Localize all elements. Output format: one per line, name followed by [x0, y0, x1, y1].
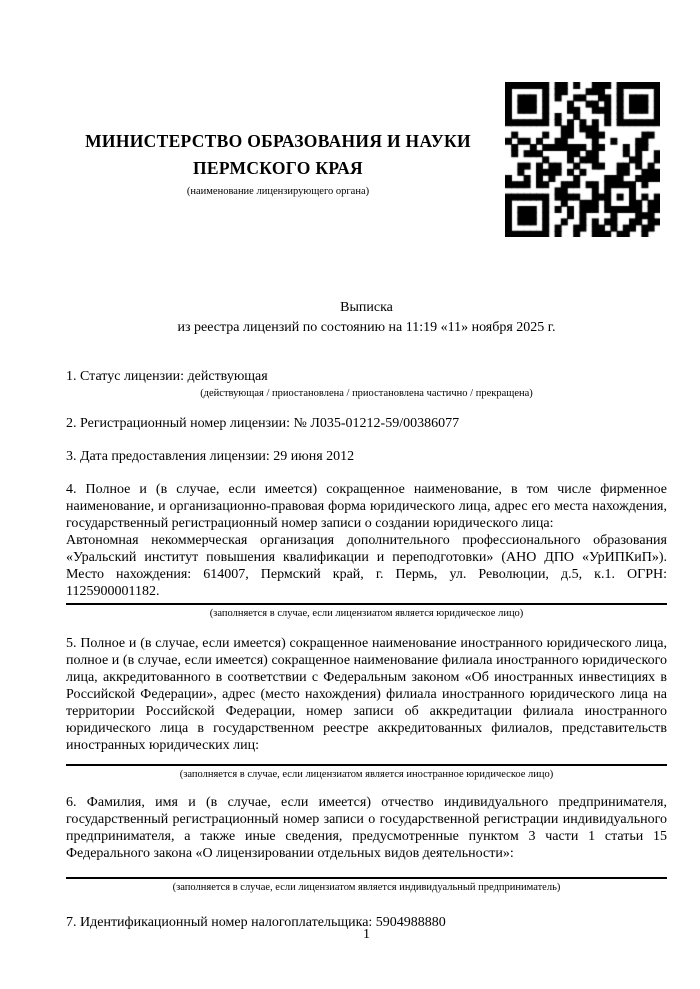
fill-line [66, 603, 667, 605]
document-title-line1: Выписка [340, 300, 393, 315]
item-legal-entity [66, 481, 667, 620]
item-taxpayer-number-text: 7. Идентификационный номер налогоплательщика: 5904988880 [66, 915, 446, 930]
item-foreign-entity [66, 635, 667, 781]
item-foreign-entity-caption: (заполняется в случае, если лицензиатом является иностранное юридическое лицо) [179, 769, 554, 780]
item-license-status-caption: (действующая / приостановлена / приостановлена частично / прекращена) [200, 388, 533, 399]
item-individual-entrepreneur-label: 6. Фамилия, имя и (в случае, если имеется) отчество индивидуального предпринимателя, государственный регистрационный номер записи о государственной регистрации индивидуального предпринимателя, а также иные сведения, предусмотренные пунктом 3 части 1 статьи 15 Федерального закона «О лицензировании отдельных видов деятельности»: [66, 795, 667, 861]
item-legal-entity-label: 4. Полное и (в случае, если имеется) сокращенное наименование, в том числе фирменное наименование, и организационно-правовая форма юридического лица, адрес его места нахождения, государственный регистрационный номер записи о создании юридического лица: [66, 482, 667, 531]
item-foreign-entity-label: 5. Полное и (в случае, если имеется) сокращенное наименование иностранного юридического лица, полное и (в случае, если имеется) сокращенное наименование филиала иностранного юридического лица, аккредитованного в соответствии с Федеральным законом «Об иностранных инвестициях в Российской Федерации», адрес (место нахождения) филиала иностранного юридического лица на территории Российской Федерации, номер записи об аккредитации филиала иностранного юридического лица в государственном реестре аккредитованных филиалов, представительств иностранных юридических лиц: [66, 636, 667, 753]
item-registration-number-text: 2. Регистрационный номер лицензии: № Л035-01212-59/00386077 [66, 416, 460, 431]
qr-code-icon [505, 82, 660, 237]
licensing-authority-header [66, 0, 490, 198]
document-title-line2: из реестра лицензий по состоянию на 11:19 «11» ноября 2025 г. [177, 320, 556, 335]
item-license-date-text: 3. Дата предоставления лицензии: 29 июня 2012 [66, 449, 355, 464]
item-legal-entity-value: Автономная некоммерческая организация дополнительного профессионального образования «Уральский институт повышения квалификации и переподготовки» (АНО ДПО «УрИПКиП»). Место нахождения: 614007, Пермский край, г. Пермь, ул. Революции, д.5, к.1. ОГРН: 1125900001182. [66, 533, 667, 599]
item-registration-number [66, 415, 667, 432]
document-title [66, 298, 667, 338]
page-number: 1 [363, 927, 370, 942]
item-individual-entrepreneur [66, 794, 667, 894]
item-individual-entrepreneur-caption: (заполняется в случае, если лицензиатом является индивидуальный предприниматель) [172, 882, 561, 893]
ministry-name-line2: ПЕРМСКОГО КРАЯ [193, 158, 363, 178]
item-legal-entity-caption: (заполняется в случае, если лицензиатом является юридическое лицо) [209, 608, 524, 619]
item-license-date [66, 448, 667, 465]
item-license-status [66, 368, 667, 400]
fill-line [66, 764, 667, 766]
ministry-caption: (наименование лицензирующего органа) [186, 186, 370, 197]
item-license-status-text: 1. Статус лицензии: действующая [66, 369, 268, 384]
ministry-name-line1: МИНИСТЕРСТВО ОБРАЗОВАНИЯ И НАУКИ [85, 131, 471, 151]
fill-line [66, 877, 667, 879]
